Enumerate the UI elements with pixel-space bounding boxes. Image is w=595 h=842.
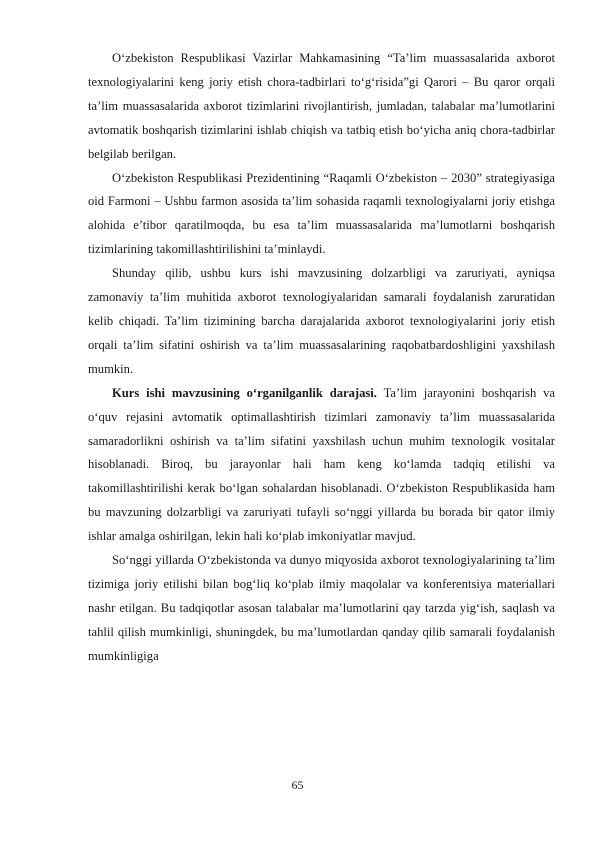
paragraph-recent-research — [88, 549, 555, 669]
paragraph-text: Ta’lim jarayonini boshqarish va o‘quv rejasini avtomatik optimallashtirish tizimlari zamonaviy ta’lim muassasalarida samaradorlikni oshirish va ta’lim sifatini yaxshilash uchun muhim texnologik vositalar hisoblanadi. Biroq, bu jarayonlar hali ham keng ko‘lamda tadqiq etilishi va takomillashtirilishi kerak bo‘lgan sohalardan hisoblanadi. O‘zbekiston Respublikasida ham bu mavzuning dolzarbligi va zaruriyati tufayli so‘nggi yillarda bu borada bir qator ilmiy ishlar amalga oshirilgan, lekin hali ko‘plab imkoniyatlar mavjud. — [88, 385, 555, 544]
paragraph-relevance-summary — [88, 262, 555, 382]
paragraph-text: So‘nggi yillarda O‘zbekistonda va dunyo miqyosida axborot texnologiyalarining ta’lim tizimiga joriy etilishi bilan bog‘liq ko‘plab ilmiy maqolalar va konferentsiya materiallari nashr etilgan. Bu tadqiqotlar asosan talabalar ma’lumotlarini qay tarzda yig‘ish, saqlash va tahlil qilish mumkinligi, shuningdek, bu ma’lumotlardan qanday qilib samarali foydalanish mumkinligiga — [88, 553, 555, 663]
paragraph-study-level — [88, 382, 555, 549]
paragraph-text: Shunday qilib, ushbu kurs ishi mavzusining dolzarbligi va zaruriyati, ayniqsa zamonaviy ta’lim muhitida axborot texnologiyalaridan samarali foydalanish zaruratidan kelib chiqadi. Ta’lim tizimining barcha darajalarida axborot texnologiyalarini joriy etish orqali ta’lim sifatini oshirish va ta’lim muassasalarining raqobatbardoshligini yaxshilash mumkin. — [88, 266, 555, 376]
page-number: 65 — [291, 778, 304, 792]
page-body — [88, 47, 555, 669]
paragraph-text: O‘zbekiston Respublikasi Prezidentining “Raqamli O‘zbekiston – 2030” strategiyasiga oid Farmoni – Ushbu farmon asosida ta’lim sohasida raqamli texnologiyalarni joriy etishga alohida e’tibor qaratilmoqda, bu esa ta’lim muassasalarida ma’lumotlarni boshqarish tizimlarining takomillashtirilishini ta’minlaydi. — [88, 170, 555, 257]
paragraph-presidential-decree — [88, 167, 555, 263]
paragraph-cabinet-resolution — [88, 47, 555, 167]
section-heading-inline: Kurs ishi mavzusining o‘rganilganlik darajasi. — [112, 385, 377, 400]
paragraph-text: O‘zbekiston Respublikasi Vazirlar Mahkamasining “Ta’lim muassasalarida axborot texnologiyalarini keng joriy etish chora-tadbirlari to‘g‘risida”gi Qarori – Bu qaror orqali ta’lim muassasalarida axborot tizimlarini rivojlantirish, jumladan, talabalar ma’lumotlarini avtomatik boshqarish tizimlarini ishlab chiqish va tatbiq etish bo‘yicha aniq chora-tadbirlar belgilab berilgan. — [88, 51, 555, 161]
